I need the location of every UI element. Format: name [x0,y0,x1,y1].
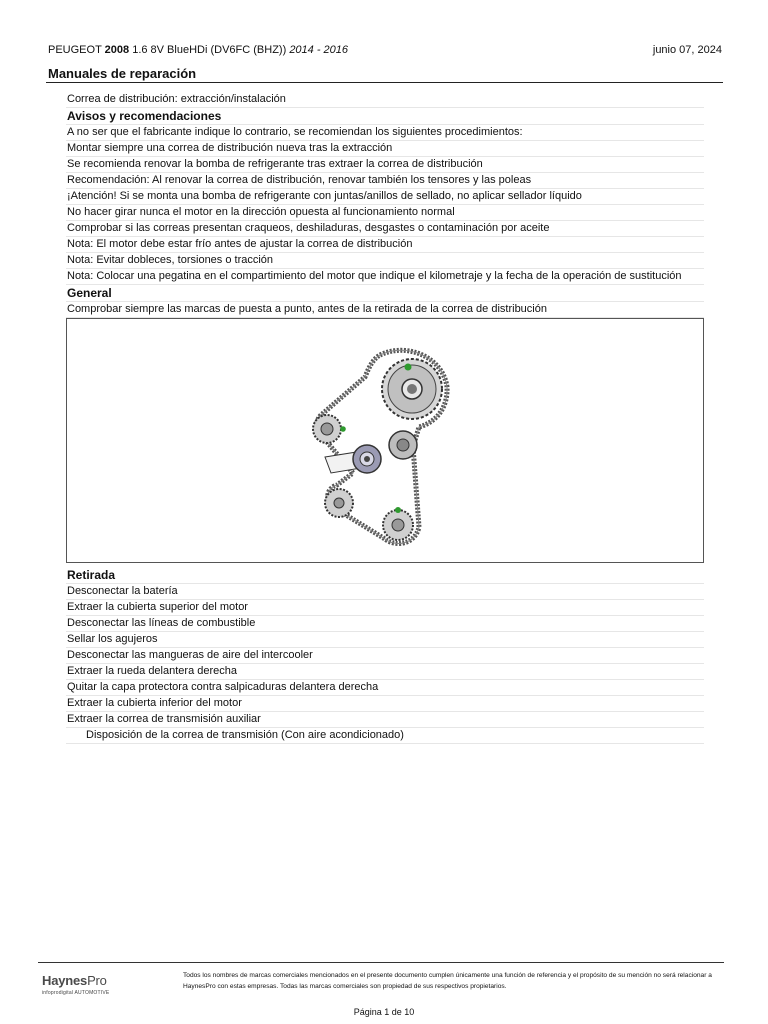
removal-step: Extraer la cubierta inferior del motor [66,696,704,712]
warning-item: Comprobar si las correas presentan craqueos, deshiladuras, desgastes o contaminación por aceite [66,221,704,237]
vehicle-years: 2014 - 2016 [289,44,349,56]
document-date: junio 07, 2024 [652,44,722,56]
vehicle-model: 2008 [104,44,130,56]
removal-step: Quitar la capa protectora contra salpicaduras delantera derecha [66,680,704,696]
logo-subtitle: infoprodigital AUTOMOTIVE [42,990,110,996]
general-text: Comprobar siempre las marcas de puesta a punto, antes de la retirada de la correa de distribución [66,302,704,318]
timing-belt-drawing [297,327,467,551]
removal-step: Extraer la rueda delantera derecha [66,664,704,680]
section-divider [46,82,723,83]
page-footer [38,962,724,996]
belt-tensioner [353,445,381,473]
warning-item: Nota: Evitar dobleces, torsiones o tracción [66,253,704,269]
trademark-disclaimer: Todos los nombres de marcas comerciales mencionados en el presente documento cumplen únicamente una función de referencia y el propósito de su mención no será relacionar a HaynesPro con estas empresas. Todas las marcas comerciales son propiedad de sus respectivos propietarios. [183,972,712,990]
procedure-content [66,92,704,744]
timing-belt-diagram [66,318,704,563]
vehicle-engine: 1.6 8V BlueHDi (DV6FC (BHZ)) [132,44,287,56]
warning-item: Montar siempre una correa de distribución nueva tras la extracción [66,141,704,157]
logo-main: Haynes [42,973,88,988]
section-title: Manuales de reparación [48,66,197,81]
removal-step: Desconectar las mangueras de aire del intercooler [66,648,704,664]
haynespro-logo [42,973,138,996]
warning-item: A no ser que el fabricante indique lo contrario, se recomiendan los siguientes procedimientos: [66,125,704,141]
removal-heading: Retirada [66,567,704,584]
warnings-heading: Avisos y recomendaciones [66,108,704,125]
vehicle-line [48,44,348,56]
general-heading: General [66,285,704,302]
document-header [48,44,722,58]
warning-item: Recomendación: Al renovar la correa de distribución, renovar también los tensores y las poleas [66,173,704,189]
removal-step: Extraer la correa de transmisión auxiliar [66,712,704,728]
idler-pulley-right [389,431,417,459]
logo-pro: Pro [87,973,107,988]
removal-step: Desconectar la batería [66,584,704,600]
removal-step: Desconectar las líneas de combustible [66,616,704,632]
tensioner-pulley-left [313,415,346,443]
warning-item: Nota: El motor debe estar frío antes de ajustar la correa de distribución [66,237,704,253]
warning-item: ¡Atención! Si se monta una bomba de refrigerante con juntas/anillos de sellado, no aplicar sellador líquido [66,189,704,205]
procedure-title: Correa de distribución: extracción/instalación [66,92,704,108]
removal-step: Sellar los agujeros [66,632,704,648]
vehicle-make: PEUGEOT [48,44,102,56]
camshaft-sprocket [382,359,442,419]
crankshaft-sprocket [383,507,413,540]
warning-item: Se recomienda renovar la bomba de refrigerante tras extraer la correa de distribución [66,157,704,173]
warning-item: No hacer girar nunca el motor en la dirección opuesta al funcionamiento normal [66,205,704,221]
warning-item: Nota: Colocar una pegatina en el compartimiento del motor que indique el kilometraje y la fecha de la operación de sustitución [66,269,704,285]
water-pump-pulley [325,489,353,517]
removal-step: Extraer la cubierta superior del motor [66,600,704,616]
removal-sub-step: Disposición de la correa de transmisión (Con aire acondicionado) [66,728,704,744]
page-number: Página 1 de 10 [353,1007,415,1017]
